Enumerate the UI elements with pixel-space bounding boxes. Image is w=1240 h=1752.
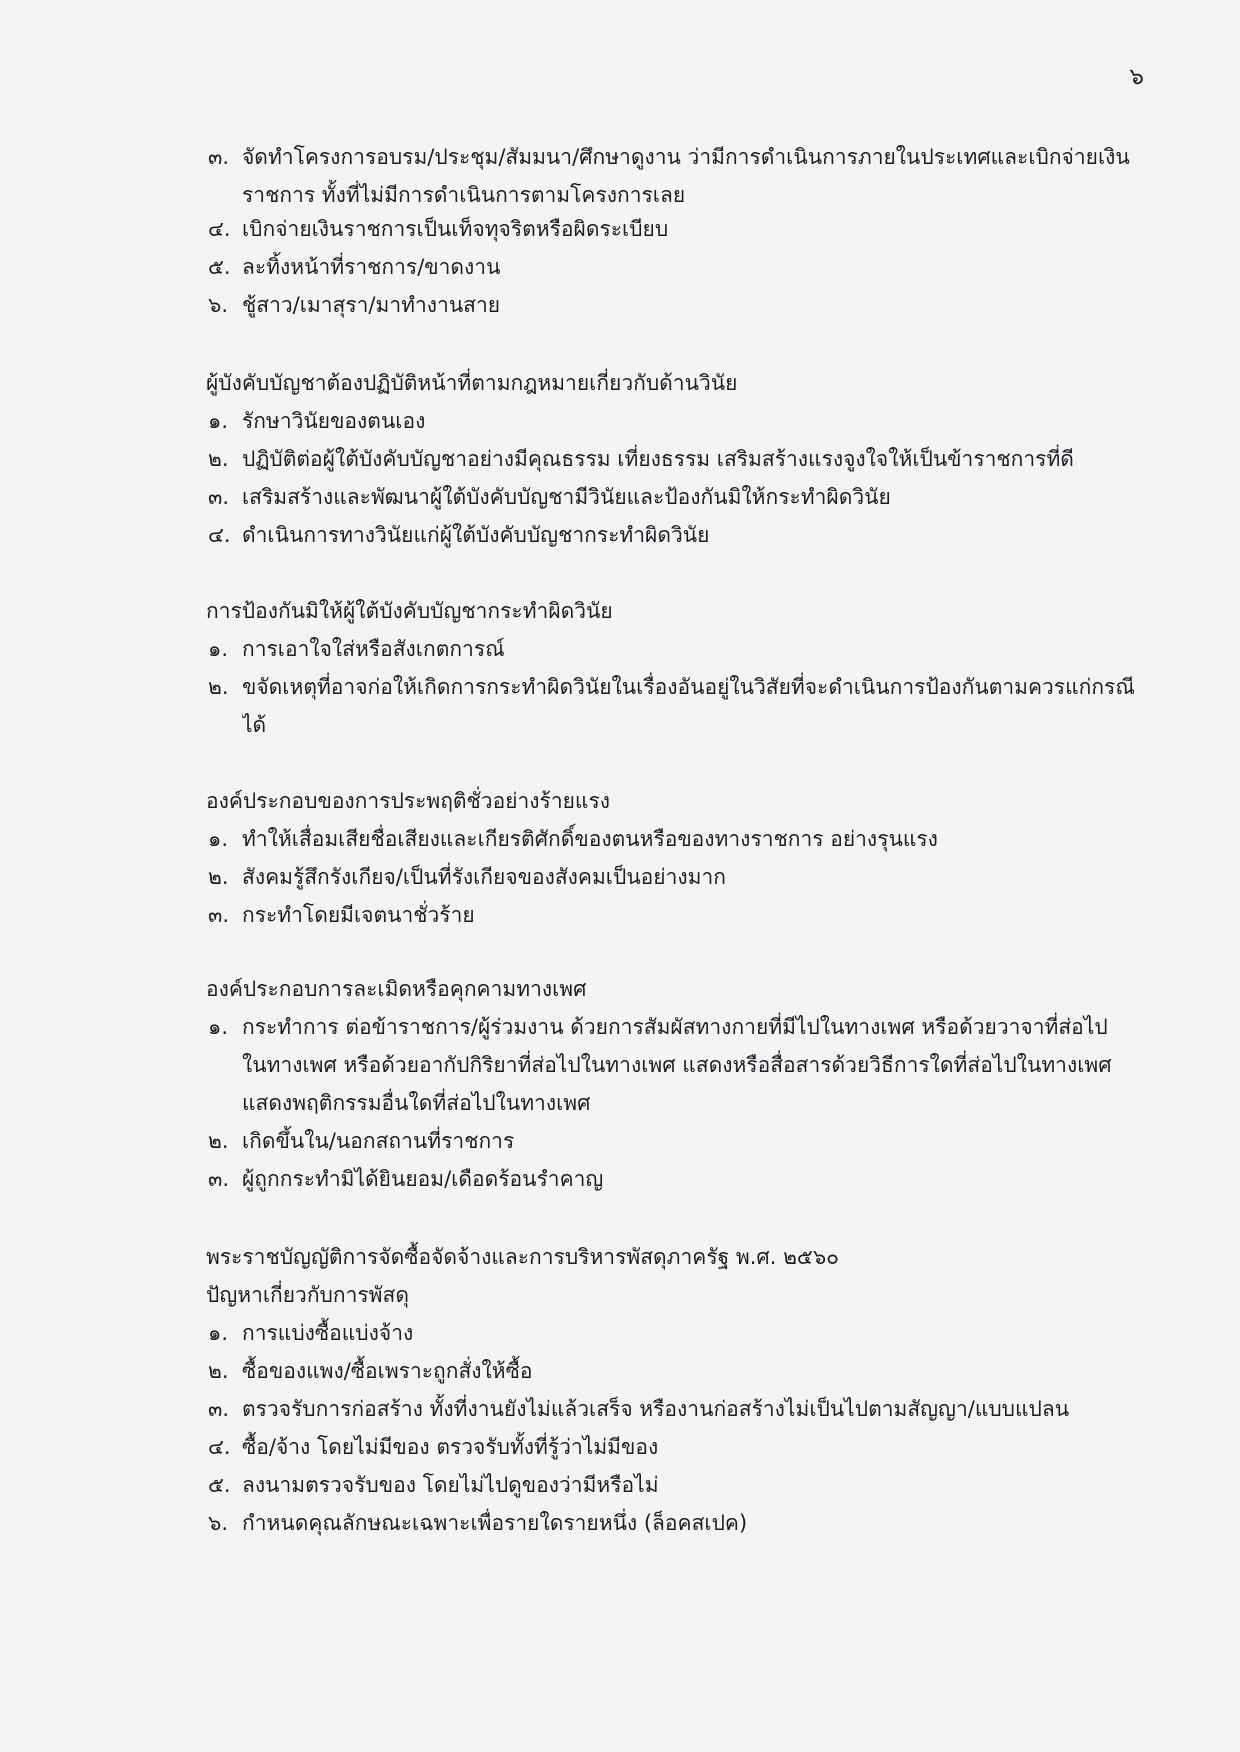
item-text: ราชการ ทั้งที่ไม่มีการดำเนินการตามโครงการเลย xyxy=(242,183,686,207)
item-text: ในทางเพศ หรือด้วยอากัปกิริยาที่ส่อไปในทางเพศ แสดงหรือสื่อสารด้วยวิธีการใดที่ส่อไปในทางเพศ xyxy=(242,1053,1112,1077)
item-number: ๑. xyxy=(208,827,229,851)
item-text: กำหนดคุณลักษณะเฉพาะเพื่อรายใดรายหนึ่ง (ล็อคสเปค) xyxy=(242,1511,748,1535)
item-number: ๓. xyxy=(208,145,230,169)
item-number: ๒. xyxy=(208,1129,229,1153)
item-text: กระทำการ ต่อข้าราชการ/ผู้ร่วมงาน ด้วยการสัมผัสทางกายที่มีไปในทางเพศ หรือด้วยวาจาที่ส่อไป xyxy=(242,1015,1108,1039)
item-text: กระทำโดยมีเจตนาชั่วร้าย xyxy=(242,903,475,927)
item-text: ผู้ถูกกระทำมิได้ยินยอม/เดือดร้อนรำคาญ xyxy=(242,1167,604,1191)
item-text: เบิกจ่ายเงินราชการเป็นเท็จทุจริตหรือผิดระเบียบ xyxy=(242,217,669,241)
item-text: ขจัดเหตุที่อาจก่อให้เกิดการกระทำผิดวินัยในเรื่องอันอยู่ในวิสัยที่จะดำเนินการป้องกันตามควรแก่กรณี xyxy=(242,675,1135,699)
section-heading: องค์ประกอบของการประพฤติชั่วอย่างร้ายแรง xyxy=(206,789,611,813)
item-number: ๒. xyxy=(208,675,229,699)
item-text: แสดงพฤติกรรมอื่นใดที่ส่อไปในทางเพศ xyxy=(242,1091,591,1115)
item-text: ดำเนินการทางวินัยแก่ผู้ใต้บังคับบัญชากระทำผิดวินัย xyxy=(242,523,710,547)
item-text: สังคมรู้สึกรังเกียจ/เป็นที่รังเกียจของสังคมเป็นอย่างมาก xyxy=(242,865,726,889)
item-number: ๔. xyxy=(208,523,231,547)
item-number: ๓. xyxy=(208,485,230,509)
item-number: ๑. xyxy=(208,1015,229,1039)
item-text: ลงนามตรวจรับของ โดยไม่ไปดูของว่ามีหรือไม่ xyxy=(242,1473,659,1497)
item-number: ๖. xyxy=(208,1511,229,1535)
section-heading: พระราชบัญญัติการจัดซื้อจัดจ้างและการบริหารพัสดุภาครัฐ พ.ศ. ๒๕๖๐ xyxy=(206,1245,839,1269)
item-number: ๓. xyxy=(208,1167,230,1191)
item-number: ๔. xyxy=(208,1435,231,1459)
section-heading: การป้องกันมิให้ผู้ใต้บังคับบัญชากระทำผิดวินัย xyxy=(206,599,613,623)
item-text: รักษาวินัยของตนเอง xyxy=(242,409,426,433)
item-text: ซื้อของแพง/ซื้อเพราะถูกสั่งให้ซื้อ xyxy=(242,1359,533,1383)
item-text: ชู้สาว/เมาสุรา/มาทำงานสาย xyxy=(242,293,501,317)
item-text: ทำให้เสื่อมเสียชื่อเสียงและเกียรติศักดิ์ของตนหรือของทางราชการ อย่างรุนแรง xyxy=(242,827,938,851)
item-number: ๔. xyxy=(208,217,231,241)
item-number: ๓. xyxy=(208,1397,230,1421)
section-subheading: ปัญหาเกี่ยวกับการพัสดุ xyxy=(206,1283,409,1307)
item-text: ซื้อ/จ้าง โดยไม่มีของ ตรวจรับทั้งที่รู้ว่าไม่มีของ xyxy=(242,1435,659,1459)
item-text: ตรวจรับการก่อสร้าง ทั้งที่งานยังไม่แล้วเสร็จ หรืองานก่อสร้างไม่เป็นไปตามสัญญา/แบบแปลน xyxy=(242,1397,1070,1421)
item-number: ๒. xyxy=(208,1359,229,1383)
section-heading: ผู้บังคับบัญชาต้องปฏิบัติหน้าที่ตามกฎหมายเกี่ยวกับด้านวินัย xyxy=(206,371,738,395)
item-number: ๕. xyxy=(208,1473,231,1497)
item-text: จัดทำโครงการอบรม/ประชุม/สัมมนา/ศึกษาดูงาน ว่ามีการดำเนินการภายในประเทศและเบิกจ่ายเงิน xyxy=(242,145,1130,169)
item-number: ๕. xyxy=(208,255,231,279)
item-number: ๒. xyxy=(208,865,229,889)
item-text: ละทิ้งหน้าที่ราชการ/ขาดงาน xyxy=(242,255,501,279)
item-number: ๑. xyxy=(208,409,229,433)
section-heading: องค์ประกอบการละเมิดหรือคุกคามทางเพศ xyxy=(206,977,587,1001)
item-text: เกิดขึ้นใน/นอกสถานที่ราชการ xyxy=(242,1129,515,1153)
item-text: ได้ xyxy=(242,713,267,737)
item-number: ๑. xyxy=(208,637,229,661)
item-number: ๒. xyxy=(208,447,229,471)
item-text: การเอาใจใส่หรือสังเกตการณ์ xyxy=(242,637,505,661)
item-text: การแบ่งซื้อแบ่งจ้าง xyxy=(242,1321,414,1345)
item-number: ๑. xyxy=(208,1321,229,1345)
page-number: ๖ xyxy=(1129,64,1144,90)
item-text: ปฏิบัติต่อผู้ใต้บังคับบัญชาอย่างมีคุณธรรม เที่ยงธรรม เสริมสร้างแรงจูงใจให้เป็นข้าราชการที่ดี xyxy=(242,447,1074,471)
item-number: ๓. xyxy=(208,903,230,927)
item-text: เสริมสร้างและพัฒนาผู้ใต้บังคับบัญชามีวินัยและป้องกันมิให้กระทำผิดวินัย xyxy=(242,485,891,509)
item-number: ๖. xyxy=(208,293,229,317)
